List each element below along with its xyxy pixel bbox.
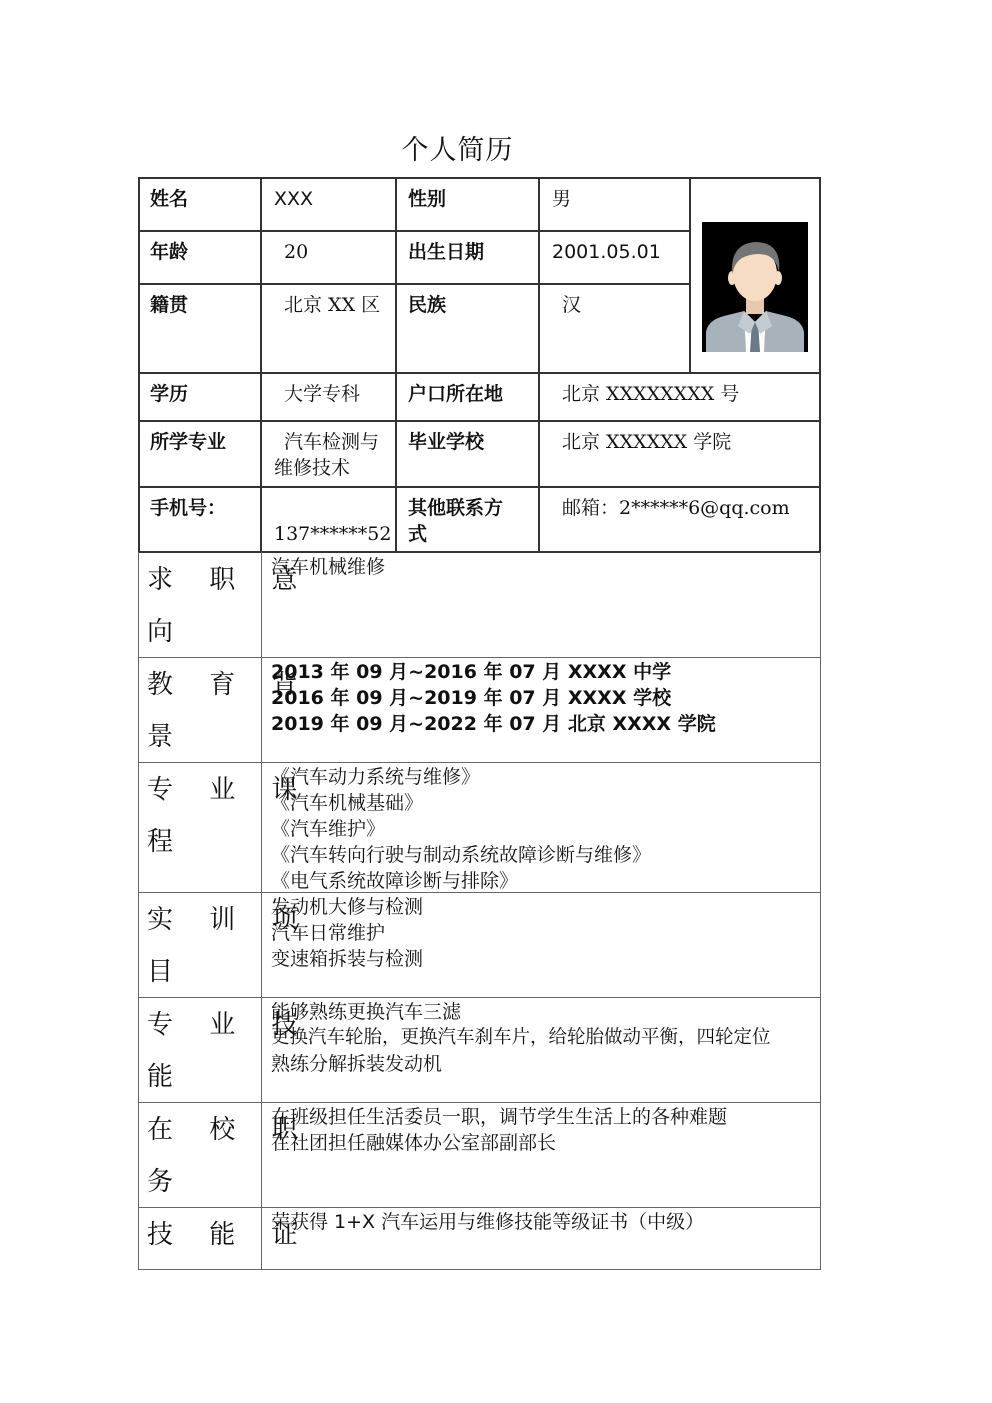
grid-line xyxy=(689,177,691,374)
course-item: 《汽车动力系统与维修》 xyxy=(271,766,481,788)
education-level-label: 学历 xyxy=(150,383,189,405)
person-avatar-icon xyxy=(702,222,808,352)
birth-value: 2001.05.01 xyxy=(552,241,661,263)
position-item: 在社团担任融媒体办公室部副部长 xyxy=(271,1132,557,1154)
objective-label-line2: 向 xyxy=(147,617,188,647)
skills-content xyxy=(271,999,771,1077)
phone-label: 手机号： xyxy=(150,497,227,519)
grid-line xyxy=(138,372,821,374)
positions-label-line2: 务 xyxy=(147,1167,188,1197)
objective-line: 汽车机械维修 xyxy=(271,556,386,578)
grid-line xyxy=(138,283,690,285)
grid-line xyxy=(138,551,821,553)
grid-line xyxy=(395,177,397,553)
grid-line xyxy=(819,177,821,553)
course-item: 《汽车维护》 xyxy=(271,818,386,840)
training-label-line2: 目 xyxy=(147,957,188,987)
hukou-value: 北京 XXXXXXXX 号 xyxy=(562,383,740,405)
other-contact-label-line1: 其他联系方 xyxy=(408,497,504,519)
courses-label-line2: 程 xyxy=(147,827,188,857)
courses-content xyxy=(271,764,651,894)
school-value: 北京 XXXXXX 学院 xyxy=(562,431,732,453)
grid-line xyxy=(138,177,140,553)
age-label: 年龄 xyxy=(150,241,189,263)
training-label-line1: 实 训 项 xyxy=(147,905,312,935)
name-label: 姓名 xyxy=(150,188,189,210)
education-label-line2: 景 xyxy=(147,722,188,752)
training-content xyxy=(271,894,423,972)
hometown-value: 北京 XX 区 xyxy=(284,294,381,316)
certificates-content xyxy=(271,1209,704,1235)
skills-label-line2: 能 xyxy=(147,1062,188,1092)
certificates-label-line1: 技 能 证 xyxy=(147,1220,312,1250)
page-title: 个人简历 xyxy=(401,135,514,166)
course-item: 《汽车机械基础》 xyxy=(271,792,424,814)
objective-content xyxy=(271,554,385,580)
course-item: 《电气系统故障诊断与排除》 xyxy=(271,870,519,892)
grid-line xyxy=(138,420,821,422)
hukou-label: 户口所在地 xyxy=(408,383,504,405)
position-item: 在班级担任生活委员一职，调节学生生活上的各种难题 xyxy=(271,1106,728,1128)
grid-line xyxy=(138,230,690,232)
objective-label-line1: 求 职 意 xyxy=(147,565,312,595)
gender-label: 性别 xyxy=(408,188,447,210)
education-line: 2016 年 09 月~2019 年 07 月 XXXX 学校 xyxy=(271,687,672,709)
skills-label-line1: 专 业 技 xyxy=(147,1010,312,1040)
school-label: 毕业学校 xyxy=(408,431,485,453)
major-value-line1: 汽车检测与 xyxy=(284,431,380,453)
other-contact-value: 邮箱：2******6@qq.com xyxy=(562,497,790,519)
course-item: 《汽车转向行驶与制动系统故障诊断与维修》 xyxy=(271,844,652,866)
grid-line xyxy=(138,177,821,179)
major-label: 所学专业 xyxy=(150,431,227,453)
ethnic-label: 民族 xyxy=(408,294,447,316)
grid-line xyxy=(538,177,540,553)
phone-value: 137******52 xyxy=(274,523,392,545)
grid-line xyxy=(138,1269,821,1270)
skill-item: 熟练分解拆装发动机 xyxy=(271,1053,443,1075)
hometown-label: 籍贯 xyxy=(150,294,189,316)
major-value-line2: 维修技术 xyxy=(274,457,351,479)
courses-label-line1: 专 业 课 xyxy=(147,775,312,805)
grid-line xyxy=(260,177,262,553)
training-item: 变速箱拆装与检测 xyxy=(271,948,424,970)
age-value: 20 xyxy=(284,241,309,263)
other-contact-label-line2: 式 xyxy=(408,523,428,545)
training-item: 发动机大修与检测 xyxy=(271,896,424,918)
name-value: XXX xyxy=(274,188,314,210)
training-item: 汽车日常维护 xyxy=(271,922,386,944)
grid-line xyxy=(820,552,821,1270)
education-line: 2013 年 09 月~2016 年 07 月 XXXX 中学 xyxy=(271,661,672,683)
grid-line xyxy=(138,552,139,1270)
positions-content xyxy=(271,1104,727,1156)
skill-item: 更换汽车轮胎，更换汽车刹车片，给轮胎做动平衡，四轮定位 xyxy=(271,1027,771,1048)
gender-value: 男 xyxy=(552,188,572,210)
skill-item: 能够熟练更换汽车三滤 xyxy=(271,1001,462,1023)
education-label-line1: 教 育 背 xyxy=(147,670,312,700)
education-content xyxy=(271,659,716,737)
education-line: 2019 年 09 月~2022 年 07 月 北京 XXXX 学院 xyxy=(271,713,716,735)
ethnic-value: 汉 xyxy=(562,294,582,316)
birth-label: 出生日期 xyxy=(408,241,485,263)
certificate-item: 荣获得 1+X 汽车运用与维修技能等级证书（中级） xyxy=(271,1211,705,1233)
grid-line xyxy=(138,486,821,488)
education-level-value: 大学专科 xyxy=(284,383,361,405)
positions-label-line1: 在 校 职 xyxy=(147,1115,312,1145)
